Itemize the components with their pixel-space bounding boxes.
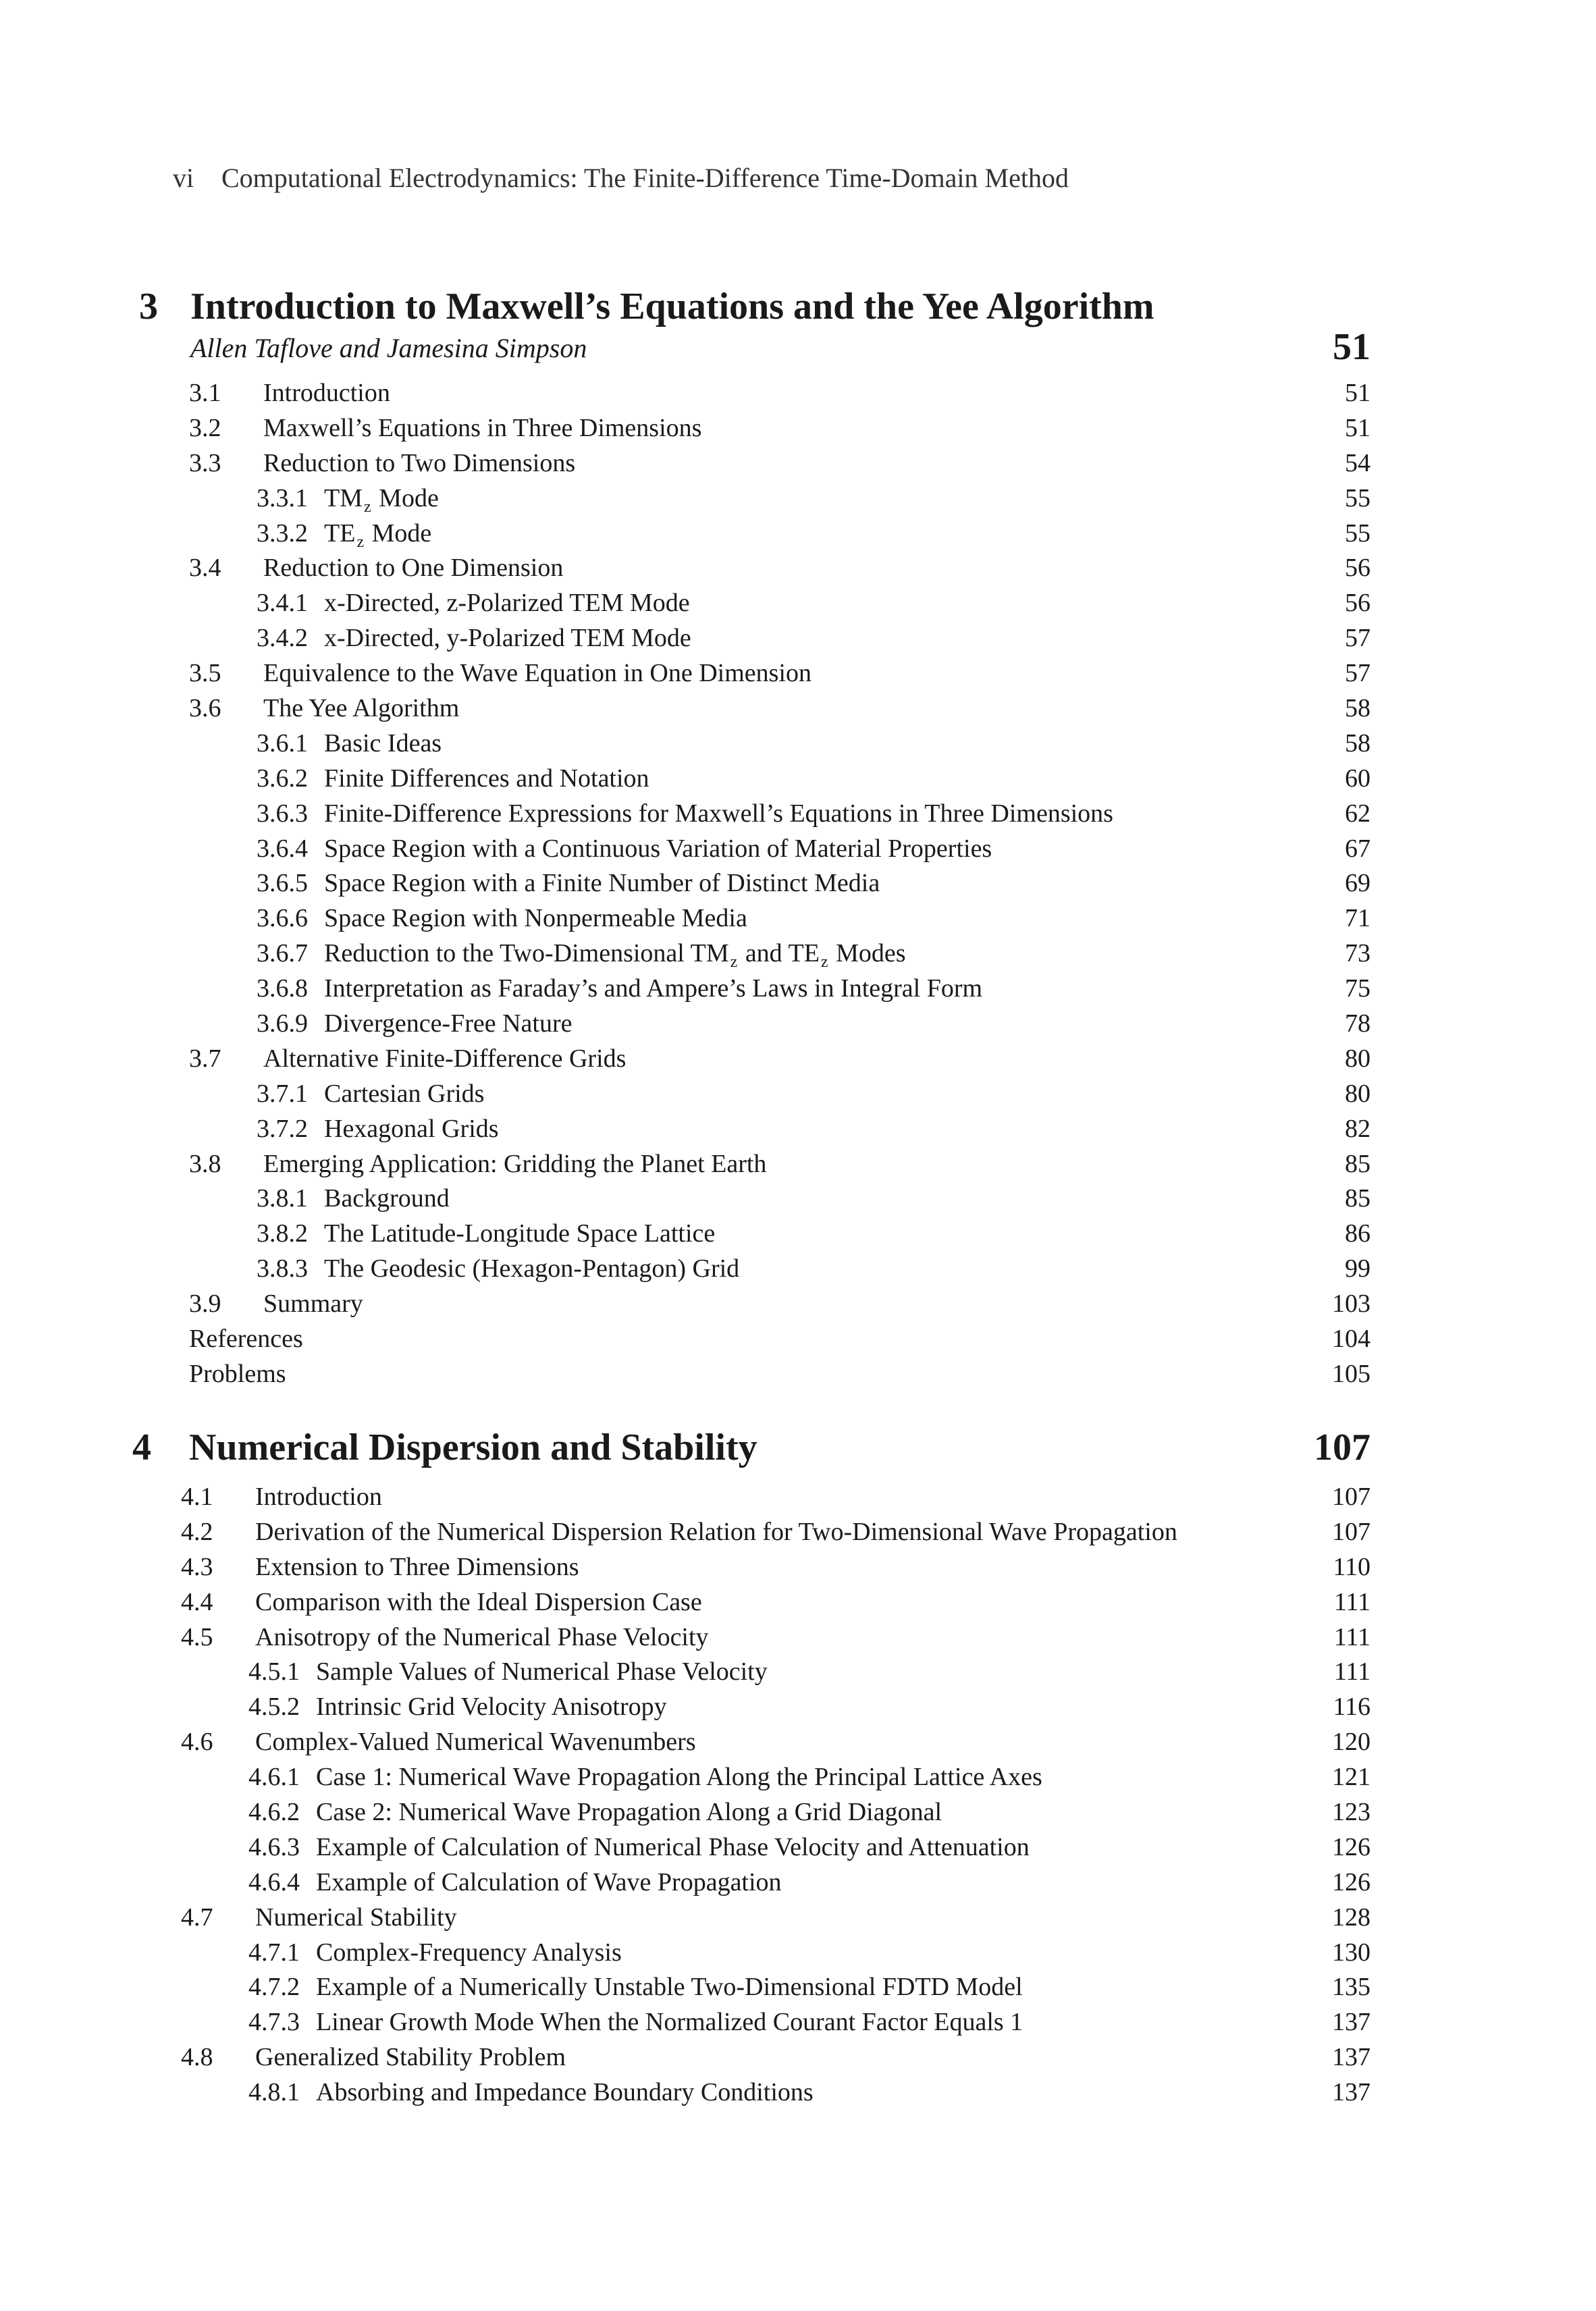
toc-entry[interactable] [189, 586, 1371, 621]
section-title: Absorbing and Impedance Boundary Conditions [316, 2078, 814, 2107]
section-number: 3.1 [189, 379, 221, 407]
section-title: Example of Calculation of Numerical Phase Velocity and Attenuation [316, 1832, 1030, 1861]
toc-entry[interactable] [189, 446, 1371, 481]
section-number: 4.5.1 [248, 1657, 300, 1686]
section-title: Space Region with a Continuous Variation of Material Properties [324, 834, 992, 863]
toc-entry[interactable] [189, 762, 1371, 797]
toc-entry[interactable] [189, 551, 1371, 586]
toc-entry[interactable] [181, 1830, 1371, 1865]
section-page: 128 [1332, 1903, 1371, 1932]
chapter-title[interactable]: Numerical Dispersion and Stability [189, 1427, 757, 1468]
toc-entry[interactable] [189, 832, 1371, 867]
toc-chapter-3 [189, 376, 1371, 1392]
section-page: 56 [1345, 589, 1371, 618]
toc-entry[interactable] [181, 2040, 1371, 2075]
section-title: Finite Differences and Notation [324, 764, 649, 793]
section-number: 4.8 [181, 2043, 213, 2072]
section-title: Divergence-Free Nature [324, 1009, 573, 1038]
section-title: Case 2: Numerical Wave Propagation Along a Grid Diagonal [316, 1798, 942, 1827]
toc-entry[interactable] [189, 1252, 1371, 1287]
section-page: 85 [1345, 1149, 1371, 1178]
section-page: 56 [1345, 554, 1371, 583]
section-number: 4.2 [181, 1517, 213, 1546]
toc-chapter-4 [181, 1480, 1371, 2110]
toc-entry[interactable] [189, 1357, 1371, 1392]
section-title: Finite-Difference Expressions for Maxwell’s Equations in Three Dimensions [324, 799, 1113, 828]
section-title: Reduction to One Dimension [263, 554, 564, 583]
section-page: 51 [1345, 413, 1371, 442]
section-page: 137 [1332, 2008, 1371, 2037]
section-page: 135 [1332, 1973, 1371, 2002]
section-page: 58 [1345, 694, 1371, 723]
section-title: Basic Ideas [324, 728, 442, 758]
section-page: 111 [1333, 1622, 1371, 1651]
toc-entry[interactable] [189, 1287, 1371, 1322]
section-page: 126 [1332, 1832, 1371, 1861]
section-page: 107 [1332, 1483, 1371, 1511]
section-page: 57 [1345, 624, 1371, 653]
section-page: 123 [1332, 1798, 1371, 1827]
toc-entry[interactable] [189, 411, 1371, 446]
section-title: References [189, 1325, 303, 1354]
section-number: 4.6.4 [248, 1867, 300, 1896]
section-title: Sample Values of Numerical Phase Velocity [316, 1657, 768, 1686]
section-number: 4.8.1 [248, 2078, 300, 2107]
toc-entry[interactable] [189, 516, 1371, 552]
section-title: Derivation of the Numerical Dispersion Relation for Two-Dimensional Wave Propagation [255, 1517, 1177, 1546]
section-page: 67 [1345, 834, 1371, 863]
section-title: Emerging Application: Gridding the Planet Earth [263, 1149, 767, 1178]
section-page: 130 [1332, 1938, 1371, 1967]
section-number: 3.8.2 [257, 1219, 308, 1248]
toc-entry[interactable] [181, 1725, 1371, 1760]
toc-entry[interactable] [189, 481, 1371, 516]
section-number: 3.4 [189, 554, 221, 583]
toc-entry[interactable] [189, 1217, 1371, 1252]
section-number: 3.6.6 [257, 904, 308, 933]
section-number: 3.7.2 [257, 1114, 308, 1143]
chapter-page: 51 [1333, 326, 1371, 368]
section-title: Example of Calculation of Wave Propagation [316, 1867, 782, 1896]
section-title: Example of a Numerically Unstable Two-Dimensional FDTD Model [316, 1973, 1023, 2002]
section-number: 3.6.8 [257, 974, 308, 1003]
chapter-number: 4 [132, 1427, 151, 1468]
toc-entry[interactable] [189, 1147, 1371, 1182]
section-number: 3.3 [189, 448, 221, 477]
section-title: Case 1: Numerical Wave Propagation Along the Principal Lattice Axes [316, 1763, 1042, 1792]
section-page: 73 [1345, 939, 1371, 968]
section-page: 80 [1345, 1079, 1371, 1108]
toc-entry[interactable] [189, 376, 1371, 411]
section-number: 3.8 [189, 1149, 221, 1178]
toc-entry[interactable] [181, 1515, 1371, 1550]
toc-entry[interactable] [189, 797, 1371, 832]
toc-entry[interactable] [189, 866, 1371, 901]
section-number: 3.4.2 [257, 624, 308, 653]
running-header [173, 162, 1069, 194]
section-page: 80 [1345, 1044, 1371, 1073]
section-number: 4.7.2 [248, 1973, 300, 2002]
section-number: 3.9 [189, 1290, 221, 1319]
toc-entry[interactable] [181, 1655, 1371, 1690]
section-page: 75 [1345, 974, 1371, 1003]
section-title: The Geodesic (Hexagon-Pentagon) Grid [324, 1254, 740, 1283]
section-page: 104 [1332, 1325, 1371, 1354]
section-number: 3.6.7 [257, 939, 308, 968]
section-title: Generalized Stability Problem [255, 2043, 566, 2072]
section-number: 3.6.4 [257, 834, 308, 863]
section-title: $TE_z$ Mode [324, 519, 432, 551]
section-title: Hexagonal Grids [324, 1114, 499, 1143]
section-page: 71 [1345, 904, 1371, 933]
toc-entry[interactable] [181, 1970, 1371, 2005]
section-number: 4.6.3 [248, 1832, 300, 1861]
section-number: 3.5 [189, 659, 221, 688]
section-title: Space Region with a Finite Number of Distinct Media [324, 869, 880, 898]
section-title: Cartesian Grids [324, 1079, 485, 1108]
toc-entry[interactable] [181, 1865, 1371, 1901]
section-page: 137 [1332, 2043, 1371, 2072]
toc-entry[interactable] [181, 1620, 1371, 1655]
chapter-title[interactable]: Introduction to Maxwell’s Equations and the Yee Algorithm [190, 286, 1154, 327]
chapter-authors: Allen Taflove and Jamesina Simpson [190, 333, 587, 363]
toc-entry[interactable] [181, 2075, 1371, 2110]
section-page: 55 [1345, 483, 1371, 512]
toc-entry[interactable] [189, 1077, 1371, 1112]
section-title: Linear Growth Mode When the Normalized Courant Factor Equals 1 [316, 2008, 1023, 2037]
section-number: 3.3.1 [257, 483, 308, 512]
section-number: 3.3.2 [257, 519, 308, 548]
toc-entry[interactable] [189, 621, 1371, 656]
section-page: 62 [1345, 799, 1371, 828]
toc-entry[interactable] [189, 936, 1371, 972]
section-number: 4.7 [181, 1903, 213, 1932]
toc-entry[interactable] [189, 726, 1371, 762]
section-page: 85 [1345, 1184, 1371, 1213]
section-title: Equivalence to the Wave Equation in One Dimension [263, 659, 812, 688]
section-page: 107 [1332, 1517, 1371, 1546]
toc-entry[interactable] [181, 1550, 1371, 1585]
section-page: 54 [1345, 448, 1371, 477]
section-page: 57 [1345, 659, 1371, 688]
toc-entry[interactable] [181, 2005, 1371, 2040]
section-title: Problems [189, 1359, 286, 1388]
section-number: 4.4 [181, 1587, 213, 1616]
section-number: 4.6.1 [248, 1763, 300, 1792]
section-title: Space Region with Nonpermeable Media [324, 904, 747, 933]
section-title: Extension to Three Dimensions [255, 1552, 579, 1581]
chapter-number: 3 [139, 286, 158, 327]
section-page: 69 [1345, 869, 1371, 898]
section-page: 120 [1332, 1728, 1371, 1757]
section-title: Introduction [263, 379, 390, 407]
section-title: Complex-Valued Numerical Wavenumbers [255, 1728, 696, 1757]
toc-entry[interactable] [181, 1690, 1371, 1725]
section-number: 3.6.1 [257, 728, 308, 758]
section-number: 4.5.2 [248, 1693, 300, 1722]
section-page: 111 [1333, 1657, 1371, 1686]
toc-entry[interactable] [189, 1042, 1371, 1077]
section-title: The Latitude-Longitude Space Lattice [324, 1219, 716, 1248]
section-page: 58 [1345, 728, 1371, 758]
section-title: Intrinsic Grid Velocity Anisotropy [316, 1693, 667, 1722]
section-title: x-Directed, z-Polarized TEM Mode [324, 589, 690, 618]
section-page: 60 [1345, 764, 1371, 793]
toc-entry[interactable] [189, 656, 1371, 691]
toc-entry[interactable] [189, 1322, 1371, 1357]
section-number: 3.8.1 [257, 1184, 308, 1213]
section-page: 86 [1345, 1219, 1371, 1248]
section-page: 121 [1332, 1763, 1371, 1792]
section-page: 105 [1332, 1359, 1371, 1388]
page-number: vi [173, 163, 194, 193]
section-number: 4.1 [181, 1483, 213, 1511]
section-title: Interpretation as Faraday’s and Ampere’s Laws in Integral Form [324, 974, 983, 1003]
section-title: Maxwell’s Equations in Three Dimensions [263, 413, 702, 442]
section-title: Numerical Stability [255, 1903, 457, 1932]
section-page: 55 [1345, 519, 1371, 548]
toc-entry[interactable] [189, 691, 1371, 726]
section-page: 110 [1333, 1552, 1371, 1581]
section-number: 4.5 [181, 1622, 213, 1651]
section-title: Comparison with the Ideal Dispersion Case [255, 1587, 702, 1616]
section-page: 51 [1345, 379, 1371, 407]
section-number: 3.4.1 [257, 589, 308, 618]
toc-entry[interactable] [181, 1585, 1371, 1620]
section-title: x-Directed, y-Polarized TEM Mode [324, 624, 691, 653]
toc-entry[interactable] [181, 1795, 1371, 1830]
section-number: 3.7.1 [257, 1079, 308, 1108]
section-number: 3.6.5 [257, 869, 308, 898]
section-page: 82 [1345, 1114, 1371, 1143]
section-number: 4.6.2 [248, 1798, 300, 1827]
section-title: Introduction [255, 1483, 382, 1511]
toc-entry[interactable] [189, 1112, 1371, 1147]
section-title: Complex-Frequency Analysis [316, 1938, 622, 1967]
section-number: 3.6.9 [257, 1009, 308, 1038]
section-page: 78 [1345, 1009, 1371, 1038]
section-number: 3.7 [189, 1044, 221, 1073]
section-page: 126 [1332, 1867, 1371, 1896]
toc-entry[interactable] [181, 1760, 1371, 1795]
toc-entry[interactable] [181, 1936, 1371, 1971]
section-title: Summary [263, 1290, 363, 1319]
toc-entry[interactable] [181, 1901, 1371, 1936]
section-page: 116 [1333, 1693, 1371, 1722]
section-number: 3.6 [189, 694, 221, 723]
section-page: 99 [1345, 1254, 1371, 1283]
section-number: 4.3 [181, 1552, 213, 1581]
section-number: 4.6 [181, 1728, 213, 1757]
section-title: Reduction to the Two-Dimensional $TM_z$ and $TE_z$ Modes [324, 939, 906, 972]
section-title: Alternative Finite-Difference Grids [263, 1044, 627, 1073]
section-number: 3.2 [189, 413, 221, 442]
section-page: 111 [1333, 1587, 1371, 1616]
section-title: Anisotropy of the Numerical Phase Velocity [255, 1622, 709, 1651]
section-title: $TM_z$ Mode [324, 483, 439, 516]
section-page: 103 [1332, 1290, 1371, 1319]
book-title: Computational Electrodynamics: The Finite-Difference Time-Domain Method [221, 163, 1069, 193]
section-title: Reduction to Two Dimensions [263, 448, 576, 477]
section-title: The Yee Algorithm [263, 694, 460, 723]
toc-entry[interactable] [181, 1480, 1371, 1515]
toc-entry[interactable] [189, 901, 1371, 936]
section-number: 3.8.3 [257, 1254, 308, 1283]
section-number: 3.6.2 [257, 764, 308, 793]
section-number: 4.7.3 [248, 2008, 300, 2037]
section-number: 3.6.3 [257, 799, 308, 828]
toc-entry[interactable] [189, 1007, 1371, 1042]
toc-entry[interactable] [189, 1181, 1371, 1217]
toc-entry[interactable] [189, 972, 1371, 1007]
chapter-page: 107 [1314, 1427, 1371, 1468]
section-number: 4.7.1 [248, 1938, 300, 1967]
section-page: 137 [1332, 2078, 1371, 2107]
section-title: Background [324, 1184, 450, 1213]
